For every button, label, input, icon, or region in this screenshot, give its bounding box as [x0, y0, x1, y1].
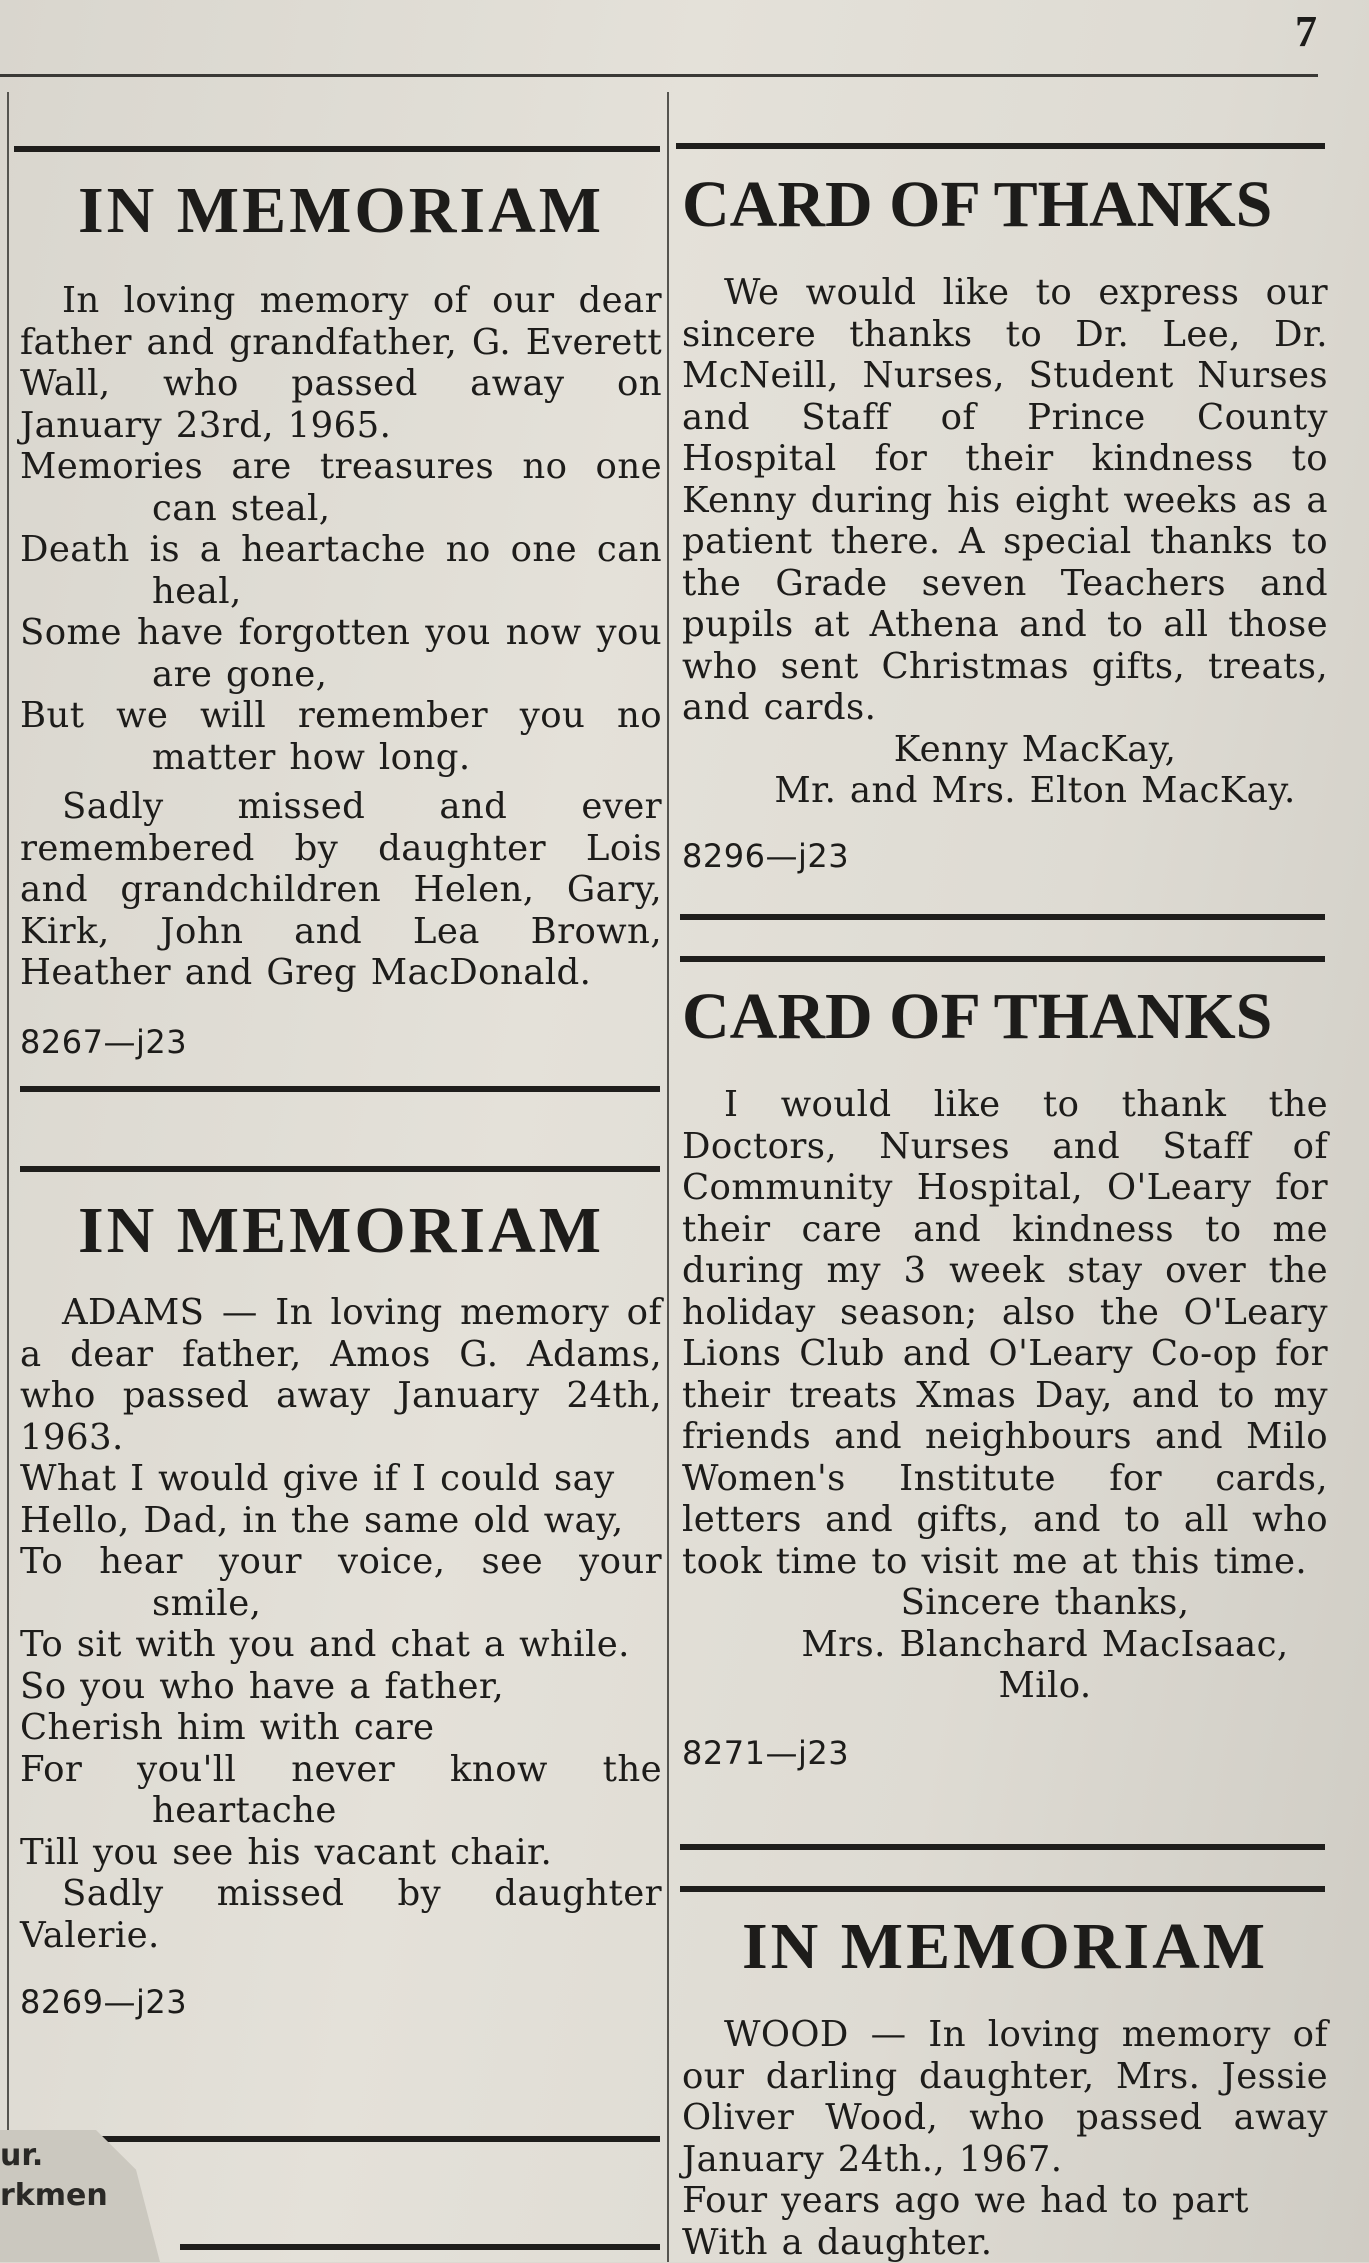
body-paragraph: I would like to thank the Doctors, Nurses and Staff of Community Hospital, O'Leary for their care and kindness to me during my 3 week stay over the holiday season; also the O'Leary Lions Club and O'Leary Co-op for their treats Xmas Day, and to my friends and neighbours and Milo Women's Institute for cards, letters and gifts, and to all who took time to visit me at this time. [682, 1084, 1328, 1582]
signature: Kenny MacKay, [682, 729, 1328, 771]
notice-code: 8271—j23 [682, 1735, 1328, 1771]
notice-code: 8267—j23 [20, 1024, 662, 1060]
in-memoriam-wood [682, 1914, 1328, 2263]
verse-line: To sit with you and chat a while. [20, 1624, 662, 1666]
section-rule [60, 2136, 660, 2142]
notice-body [20, 1292, 662, 1956]
left-column-rule [7, 92, 9, 2262]
verse-line: With a daughter. [682, 2222, 1328, 2263]
section-rule [180, 2244, 660, 2250]
notice-body [20, 280, 662, 994]
section-rule [680, 1886, 1325, 1892]
verse-line: Some have forgotten you now you are gone, [20, 612, 662, 695]
page-number: 7 [1295, 6, 1317, 57]
intro-paragraph: In loving memory of our dear father and grandfather, G. Everett Wall, who passed away on January 23rd, 1965. [20, 280, 662, 446]
in-memoriam-wall [20, 178, 662, 1060]
column-divider [667, 92, 669, 2262]
verse-line: But we will remember you no matter how long. [20, 695, 662, 778]
section-rule [680, 956, 1325, 962]
section-rule [14, 146, 660, 152]
closing-paragraph: Sadly missed by daughter Valerie. [20, 1873, 662, 1956]
section-rule [20, 1166, 660, 1172]
section-heading: IN MEMORIAM [682, 1914, 1328, 1980]
verse-line: Cherish him with care [20, 1707, 662, 1749]
notice-code: 8269—j23 [20, 1984, 662, 2020]
section-heading: CARD OF THANKS [682, 984, 1328, 1050]
signature: Mr. and Mrs. Elton MacKay. [682, 770, 1328, 812]
signature: Mrs. Blanchard MacIsaac, [682, 1624, 1328, 1666]
in-memoriam-adams [20, 1198, 662, 2020]
verse-line: Hello, Dad, in the same old way, [20, 1500, 662, 1542]
top-rule [0, 74, 1318, 77]
fragment-line: rkmen [0, 2176, 108, 2216]
verse-line: So you who have a father, [20, 1666, 662, 1708]
card-of-thanks-mackay [682, 172, 1328, 874]
section-heading: CARD OF THANKS [682, 172, 1328, 238]
verse-line: Four years ago we had to part [682, 2180, 1328, 2222]
notice-body [682, 272, 1328, 812]
verse-line: Death is a heartache no one can heal, [20, 529, 662, 612]
section-rule [20, 1086, 660, 1092]
verse-line: To hear your voice, see your smile, [20, 1541, 662, 1624]
notice-body [682, 1084, 1328, 1707]
intro-paragraph: ADAMS — In loving memory of a dear father, Amos G. Adams, who passed away January 24th, 1963. [20, 1292, 662, 1458]
section-heading: IN MEMORIAM [20, 1198, 662, 1264]
card-of-thanks-macisaac [682, 984, 1328, 1771]
fragment-line: ur. [0, 2136, 108, 2176]
verse-line: For you'll never know the heartache [20, 1749, 662, 1832]
verse-line: What I would give if I could say [20, 1458, 662, 1500]
closing-paragraph: Sadly missed and ever remembered by daughter Lois and grandchildren Helen, Gary, Kirk, John and Lea Brown, Heather and Greg MacDonald. [20, 786, 662, 994]
notice-body [682, 2014, 1328, 2263]
intro-paragraph: WOOD — In loving memory of our darling daughter, Mrs. Jessie Oliver Wood, who passed away January 24th., 1967. [682, 2014, 1328, 2180]
section-rule [680, 1844, 1325, 1850]
section-rule [676, 143, 1325, 149]
verse-line: Till you see his vacant chair. [20, 1832, 662, 1874]
verse-line: Memories are treasures no one can steal, [20, 446, 662, 529]
signature: Milo. [682, 1665, 1328, 1707]
notice-code: 8296—j23 [682, 838, 1328, 874]
clipped-fragment [0, 2136, 108, 2216]
section-heading: IN MEMORIAM [20, 178, 662, 244]
section-rule [680, 914, 1325, 920]
body-paragraph: We would like to express our sincere thanks to Dr. Lee, Dr. McNeill, Nurses, Student Nurses and Staff of Prince County Hospital for their kindness to Kenny during his eight weeks as a patient there. A special thanks to the Grade seven Teachers and pupils at Athena and to all those who sent Christmas gifts, treats, and cards. [682, 272, 1328, 729]
signature: Sincere thanks, [682, 1582, 1328, 1624]
